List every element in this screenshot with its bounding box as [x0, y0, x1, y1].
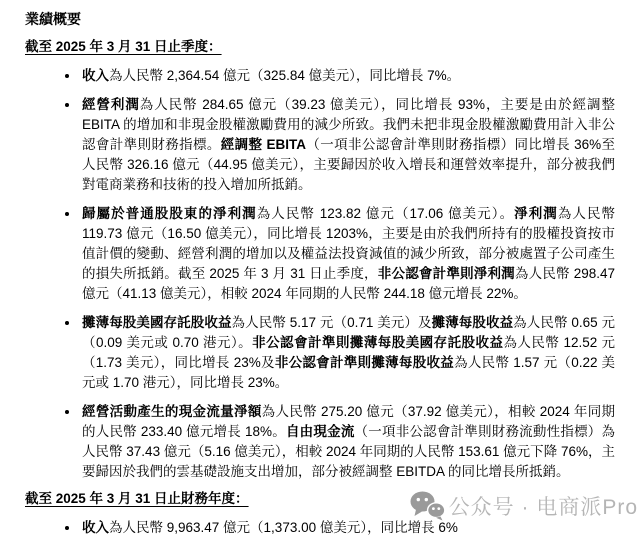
body-text: 為人民幣 9,963.47 億元（1,373.00 億美元），同比增長 6%: [109, 520, 458, 535]
bullet-list: [25, 66, 615, 482]
bullet-item: [80, 313, 615, 393]
watermark-text: 公众号 · 电商派Pro: [448, 495, 638, 519]
body-text: 為人民幣 2,364.54 億元（325.84 億美元），同比增長 7%。: [109, 68, 461, 83]
sections-container: [25, 38, 615, 538]
body-text: 為人民幣 298.47 億元（41.13 億美元），相較 2024 年同期的人民幣 244.18 億元增長 22%。: [82, 266, 616, 301]
bullet-list: [25, 518, 615, 538]
body-text: 為人民幣 12.52 元（1.73 美元），同比增長 23%及: [82, 335, 615, 370]
metric-term: 自由現金流: [285, 424, 355, 439]
metric-term: 淨利潤: [514, 206, 558, 221]
body-text: 為人民幣 123.82 億元（17.06 億美元）。: [256, 206, 515, 221]
metric-term: 非公認會計準則攤薄每股收益: [274, 355, 455, 370]
bullet-item: [80, 204, 615, 304]
metric-term: 歸屬於普通股股東的淨利潤: [82, 206, 257, 221]
body-text: 為人民幣 284.65 億元（39.23 億美元），同比增長 93%，主要是由於經調整 EBITA 的增加和非現金股權激勵費用的減少所致。我們未把非現金股權激勵費用計入非公認會計準則財務指標。: [82, 97, 615, 152]
metric-term: 非公認會計準則淨利潤: [377, 266, 515, 281]
metric-term: 經營利潤: [82, 97, 140, 112]
body-text: 為人民幣 5.17 元（0.71 美元）及: [231, 315, 432, 330]
body-text: 為人民幣 119.73 億元（16.50 億美元），同比增長 1203%，主要是由於我們所持有的股權投資按市值計價的變動、經營利潤的增加以及權益法投資減值的減少所致，部分被處置子公司產生的損失所抵銷。截至 2025 年 3 月 31 日止季度，: [82, 206, 616, 281]
metric-term: 收入: [82, 520, 109, 535]
metric-term: 經調整 EBITA: [220, 137, 306, 152]
section-heading: 截至 2025 年 3 月 31 日止財務年度：: [25, 491, 249, 506]
metric-term: 攤薄每股收益: [431, 315, 514, 330]
section-heading: 截至 2025 年 3 月 31 日止季度：: [25, 39, 222, 54]
body-text: 為人民幣 275.20 億元（37.92 億美元），相較 2024 年同期的人民幣 233.40 億元增長 18%。: [82, 404, 616, 439]
metric-term: 非公認會計準則攤薄每股美國存託股收益: [252, 335, 504, 350]
metric-term: 經營活動產生的現金流量淨額: [82, 404, 262, 419]
body-text: 為人民幣 0.65 元（0.09 美元或 0.70 港元）。: [82, 315, 616, 350]
bullet-item: [80, 95, 615, 195]
bullet-item: [80, 518, 615, 538]
body-text: 為人民幣 1.57 元（0.22 美元或 1.70 港元），同比增長 23%。: [82, 355, 616, 390]
body-text: （一項非公認會計準則財務流動性指標）為人民幣 37.43 億元（5.16 億美元），相較 2024 年同期的人民幣 153.61 億元下降 76%，主要歸因於我們的雲基礎設施支出增加，部分被經調整 EBITDA 的同比增長所抵銷。: [82, 424, 616, 479]
bullet-item: [80, 402, 615, 482]
body-text: （一項非公認會計準則財務指標）同比增長 36%至人民幣 326.16 億元（44.95 億美元），主要歸因於收入增長和運營效率提升，部分被我們對電商業務和技術的投入增加所抵銷。: [82, 137, 616, 192]
page-title: 業績概要: [25, 11, 81, 27]
metric-term: 攤薄每股美國存託股收益: [82, 315, 232, 330]
metric-term: 收入: [82, 68, 109, 83]
bullet-item: [80, 66, 615, 86]
